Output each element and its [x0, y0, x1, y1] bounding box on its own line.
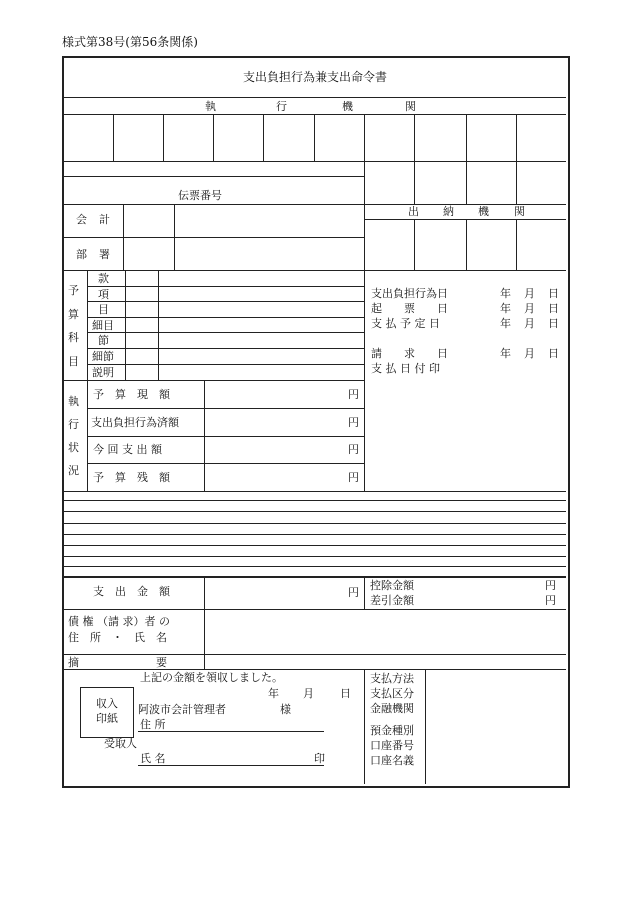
- form-number: 様式第38号(第56条関係): [62, 35, 198, 49]
- date-label: 支 払 予 定 日: [371, 317, 440, 330]
- cashier-agency-char: 関: [514, 205, 525, 218]
- execution-status-char: 況: [68, 464, 79, 477]
- receiver-name-label: 氏 名: [140, 752, 166, 765]
- receipt-honorific: 様: [280, 703, 291, 716]
- cashier-agency-char: 納: [443, 205, 454, 218]
- accounting-char: 会: [76, 213, 87, 226]
- date-day: 日: [548, 347, 559, 360]
- execution-status-char: 状: [68, 441, 79, 454]
- status-row-label: 予 算 現 額: [93, 388, 170, 401]
- date-day: 日: [548, 302, 559, 315]
- budget-row-label: 款: [98, 272, 109, 285]
- date-label: 請 求 日: [371, 347, 448, 360]
- status-row-unit: 円: [348, 416, 359, 429]
- account-holder-label: 口座名義: [370, 754, 414, 767]
- receipt-addressee: 阿波市会計管理者: [138, 703, 226, 716]
- status-row-label: 支出負担行為済額: [91, 416, 179, 429]
- payment-category-label: 支払区分: [370, 687, 414, 700]
- budget-subject-char: 算: [68, 308, 79, 321]
- execution-agency-char: 行: [276, 100, 287, 113]
- form-title: 支出負担行為兼支出命令書: [242, 70, 387, 84]
- account-number-label: 口座番号: [370, 739, 414, 752]
- execution-status-char: 執: [68, 395, 79, 408]
- department-char: 部: [76, 248, 87, 261]
- budget-row-label: 目: [98, 303, 109, 316]
- execution-agency-char: 関: [405, 100, 416, 113]
- summary-label: 摘 要: [68, 656, 167, 669]
- budget-row-label: 項: [98, 288, 109, 301]
- creditor-label-line2: 住 所 ・ 氏 名: [68, 631, 167, 644]
- date-month: 月: [524, 302, 535, 315]
- creditor-label-line1: 債 権 （請 求）者 の: [68, 615, 170, 628]
- deposit-type-label: 預金種別: [370, 724, 414, 737]
- date-year: 年: [500, 302, 511, 315]
- date-month: 月: [524, 347, 535, 360]
- budget-subject-char: 科: [68, 331, 79, 344]
- status-row-unit: 円: [348, 443, 359, 456]
- date-day: 日: [548, 317, 559, 330]
- status-row-unit: 円: [348, 471, 359, 484]
- date-year: 年: [500, 347, 511, 360]
- receipt-date-month: 月: [303, 687, 314, 700]
- receiver-label: 受取人: [104, 737, 137, 750]
- accounting-char: 計: [99, 213, 110, 226]
- cashier-agency-char: 出: [408, 205, 419, 218]
- date-label: 起 票 日: [371, 302, 448, 315]
- seal-mark: 印: [314, 752, 325, 765]
- budget-row-label: 節: [98, 334, 109, 347]
- payment-amount-label: 支 出 金 額: [93, 585, 170, 598]
- date-year: 年: [500, 317, 511, 330]
- deduction-unit: 円: [545, 579, 556, 592]
- budget-subject-char: 予: [68, 284, 79, 297]
- budget-subject-char: 目: [68, 355, 79, 368]
- budget-row-label: 説明: [92, 366, 114, 379]
- receipt-statement: 上記の金額を領収しました。: [140, 671, 283, 684]
- budget-row-label: 細節: [92, 350, 114, 363]
- cashier-agency-char: 機: [478, 205, 489, 218]
- date-label: 支出負担行為日: [371, 287, 448, 300]
- execution-agency-char: 執: [205, 100, 216, 113]
- budget-row-label: 細目: [92, 319, 114, 332]
- payment-method-label: 支払方法: [370, 672, 414, 685]
- status-row-label: 今 回 支 出 額: [93, 443, 162, 456]
- date-month: 月: [524, 287, 535, 300]
- revenue-stamp-line1: 収入: [96, 697, 118, 710]
- status-row-label: 予 算 残 額: [93, 471, 170, 484]
- deduction-label: 控除金額: [370, 579, 414, 592]
- revenue-stamp-line2: 印紙: [96, 712, 118, 725]
- receiver-address-label: 住 所: [140, 718, 166, 731]
- payment-amount-unit: 円: [348, 586, 359, 599]
- slip-number-label: 伝票番号: [178, 189, 222, 202]
- net-amount-label: 差引金額: [370, 594, 414, 607]
- receipt-date-day: 日: [340, 687, 351, 700]
- date-month: 月: [524, 317, 535, 330]
- payment-date-stamp-label: 支 払 日 付 印: [371, 362, 440, 375]
- financial-institution-label: 金融機関: [370, 702, 414, 715]
- department-char: 署: [99, 248, 110, 261]
- date-year: 年: [500, 287, 511, 300]
- date-day: 日: [548, 287, 559, 300]
- execution-status-char: 行: [68, 418, 79, 431]
- status-row-unit: 円: [348, 388, 359, 401]
- net-amount-unit: 円: [545, 594, 556, 607]
- receipt-date-year: 年: [268, 687, 279, 700]
- execution-agency-char: 機: [342, 100, 353, 113]
